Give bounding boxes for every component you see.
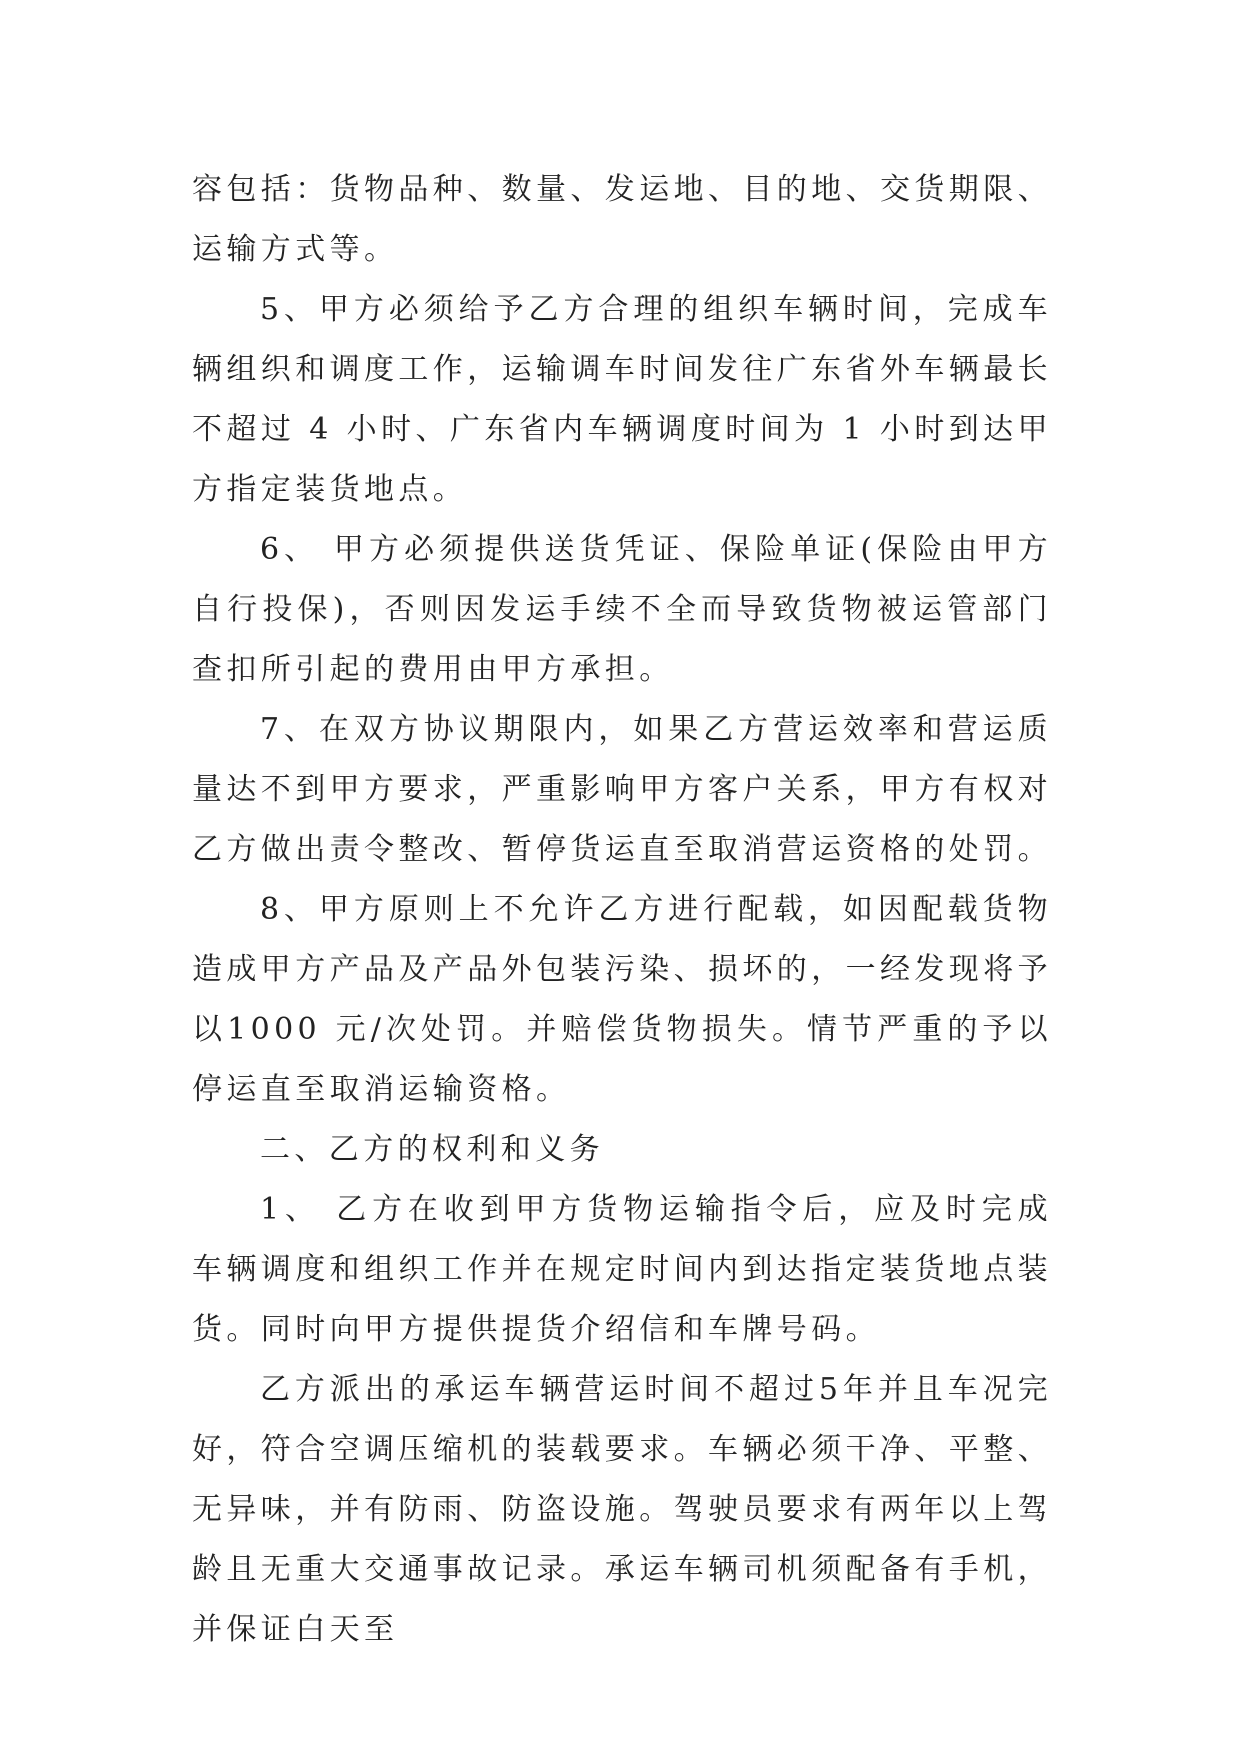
paragraph-item-5: 5、甲方必须给予乙方合理的组织车辆时间，完成车辆组织和调度工作，运输调车时间发往广东省外车辆最长不超过 4 小时、广东省内车辆调度时间为 1 小时到达甲方指定装货地点。 [192,292,1052,507]
document-body [192,160,1052,1660]
section-heading-party-b: 二、乙方的权利和义务 [260,1132,604,1167]
paragraph-party-b-item-1: 1、 乙方在收到甲方货物运输指令后，应及时完成车辆调度和组织工作并在规定时间内到达指定装货地点装货。同时向甲方提供提货介绍信和车牌号码。 [192,1192,1052,1347]
paragraph-vehicle-requirements: 乙方派出的承运车辆营运时间不超过5年并且车况完好，符合空调压缩机的装载要求。车辆必须干净、平整、无异味，并有防雨、防盗设施。驾驶员要求有两年以上驾龄且无重大交通事故记录。承运车辆司机须配备有手机，并保证白天至 [192,1372,1052,1647]
paragraph-item-8: 8、甲方原则上不允许乙方进行配载，如因配载货物造成甲方产品及产品外包装污染、损坏的，一经发现将予以1000 元/次处罚。并赔偿货物损失。情节严重的予以停运直至取消运输资格。 [192,892,1052,1107]
paragraph-item-6: 6、 甲方必须提供送货凭证、保险单证(保险由甲方自行投保)，否则因发运手续不全而导致货物被运管部门查扣所引起的费用由甲方承担。 [192,532,1052,687]
paragraph-continuation: 容包括：货物品种、数量、发运地、目的地、交货期限、运输方式等。 [192,172,1052,267]
paragraph-item-7: 7、在双方协议期限内，如果乙方营运效率和营运质量达不到甲方要求，严重影响甲方客户关系，甲方有权对乙方做出责令整改、暂停货运直至取消营运资格的处罚。 [192,712,1052,867]
